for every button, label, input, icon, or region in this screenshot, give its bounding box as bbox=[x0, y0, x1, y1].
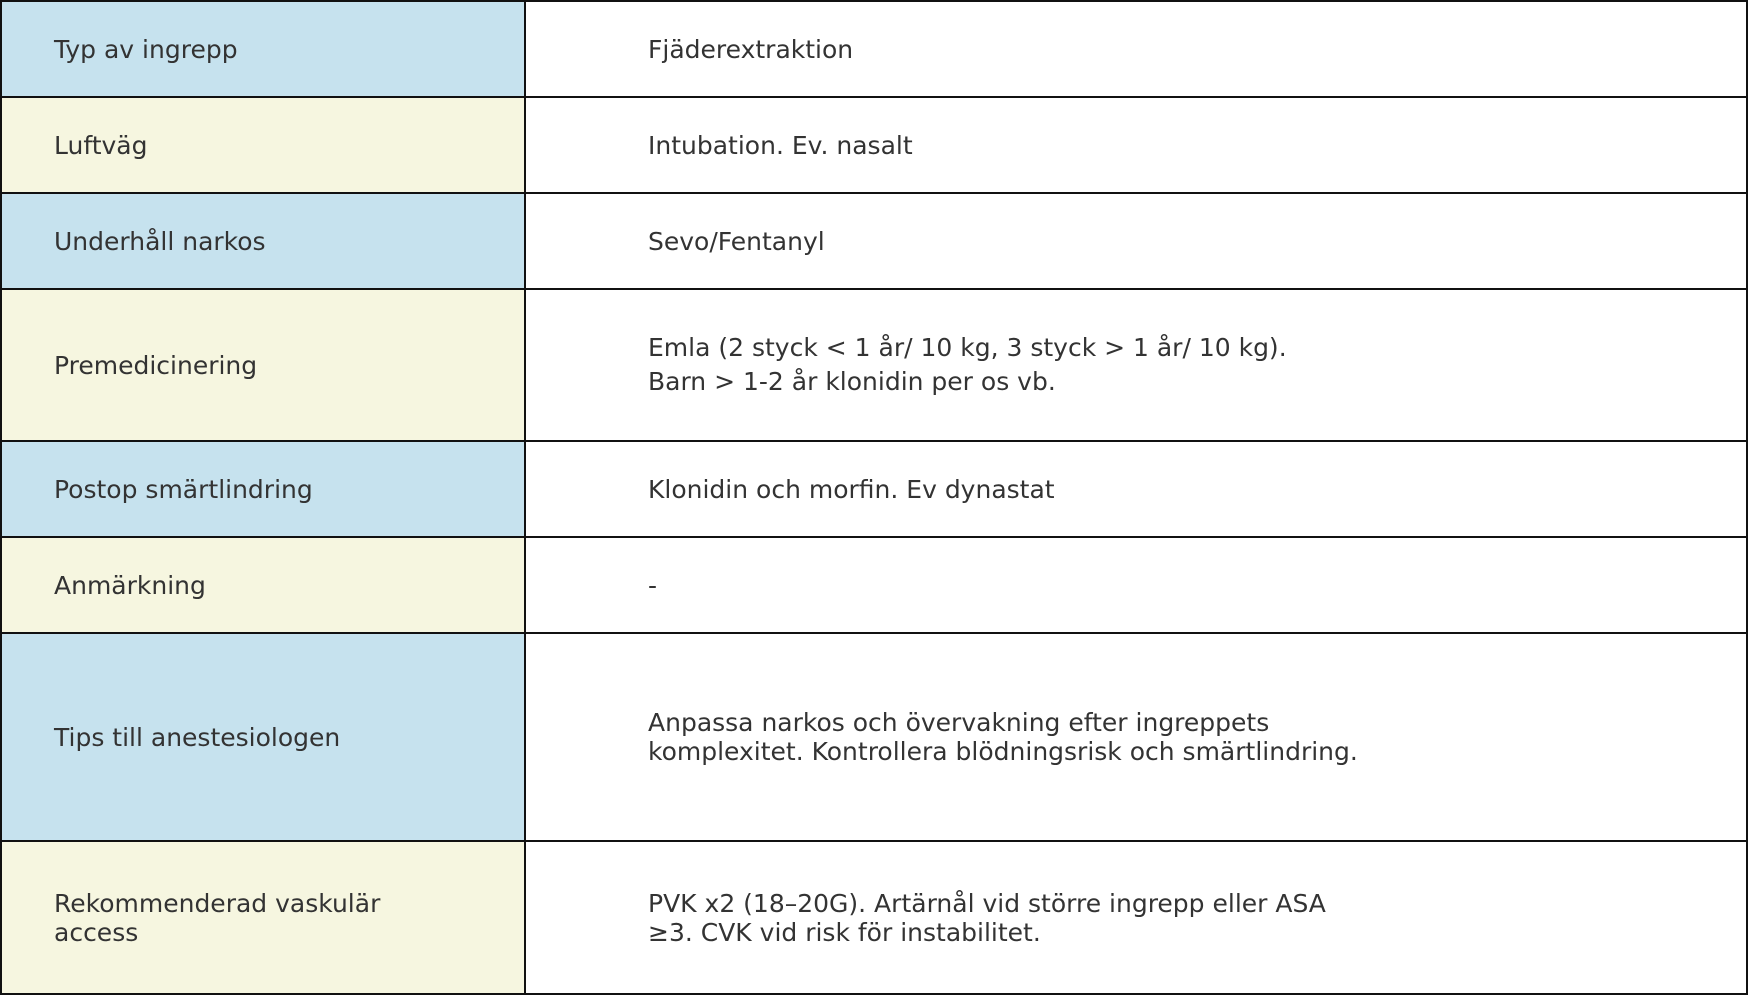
row-value bbox=[526, 2, 1746, 98]
row-value bbox=[526, 290, 1746, 442]
row-label bbox=[2, 442, 526, 538]
label-text: Luftväg bbox=[54, 130, 148, 160]
row-value bbox=[526, 442, 1746, 538]
row-label bbox=[2, 538, 526, 634]
value-text: Klonidin och morfin. Ev dynastat bbox=[648, 474, 1055, 504]
label-text: Tips till anestesiologen bbox=[54, 722, 341, 752]
value-text: Fjäderextraktion bbox=[648, 34, 854, 64]
value-text: Emla (2 styck < 1 år/ 10 kg, 3 styck > 1 år/ 10 kg). Barn > 1-2 år klonidin per os vb. bbox=[648, 333, 1287, 396]
row-value bbox=[526, 842, 1746, 993]
label-text: Typ av ingrepp bbox=[54, 34, 238, 64]
row-label bbox=[2, 194, 526, 290]
row-value bbox=[526, 538, 1746, 634]
label-text: Premedicinering bbox=[54, 350, 258, 380]
row-value bbox=[526, 634, 1746, 842]
value-text: PVK x2 (18–20G). Artärnål vid större ingrepp eller ASA ≥3. CVK vid risk för instabilitet. bbox=[648, 888, 1326, 947]
row-label bbox=[2, 98, 526, 194]
value-text: Sevo/Fentanyl bbox=[648, 226, 825, 256]
row-label bbox=[2, 2, 526, 98]
row-value bbox=[526, 194, 1746, 290]
value-text: - bbox=[648, 570, 658, 600]
row-label bbox=[2, 634, 526, 842]
value-text: Anpassa narkos och övervakning efter ingreppets komplexitet. Kontrollera blödningsrisk och smärtlindring. bbox=[648, 708, 1358, 766]
label-text: Postop smärtlindring bbox=[54, 474, 313, 504]
label-text: Anmärkning bbox=[54, 570, 206, 600]
row-value bbox=[526, 98, 1746, 194]
value-text: Intubation. Ev. nasalt bbox=[648, 130, 913, 160]
label-text: Rekommenderad vaskulär access bbox=[54, 888, 381, 947]
row-label bbox=[2, 842, 526, 993]
label-text: Underhåll narkos bbox=[54, 226, 266, 256]
row-label bbox=[2, 290, 526, 442]
